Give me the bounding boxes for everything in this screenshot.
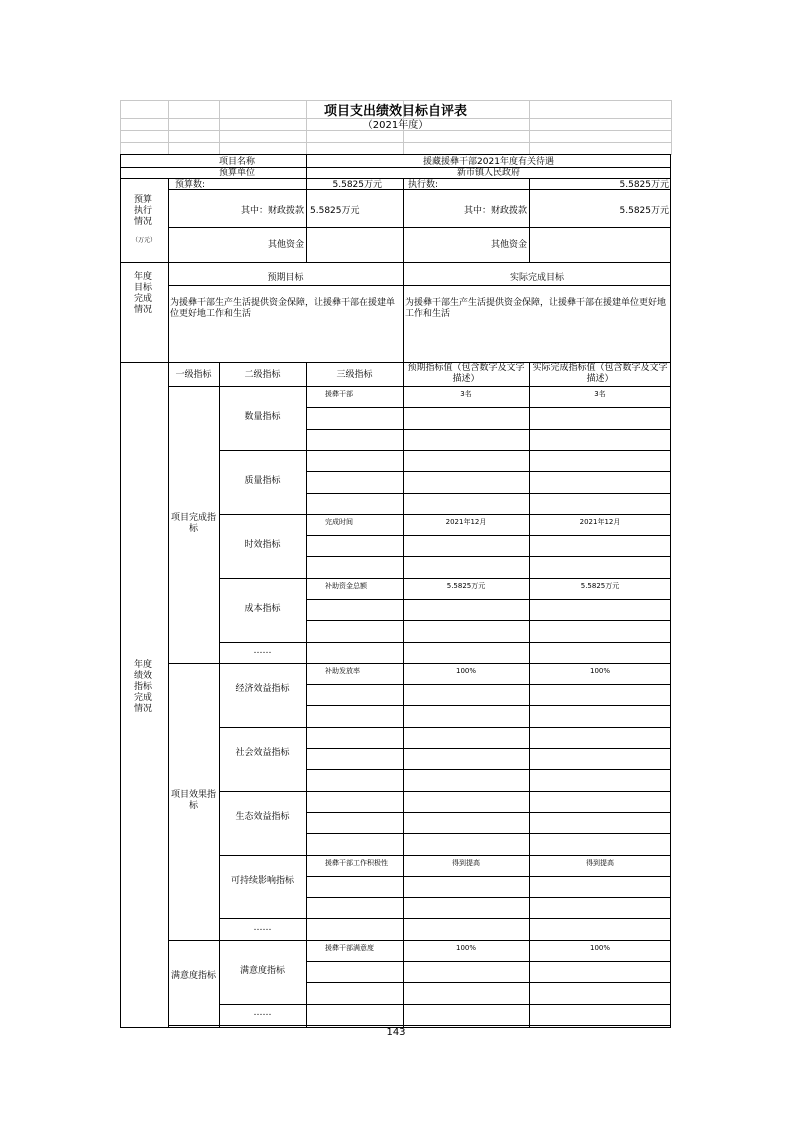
grid-line <box>306 897 671 898</box>
grid-line <box>219 450 671 451</box>
level2-indicator: 时效指标 <box>244 540 281 550</box>
actual-value: 100% <box>589 944 610 952</box>
grid-line <box>219 727 671 728</box>
expected-value: 2021年12月 <box>445 518 487 526</box>
header-level3: 三级指标 <box>336 370 373 380</box>
level2-indicator: 数量指标 <box>244 412 281 422</box>
grid-line <box>120 142 671 143</box>
expected-value: 得到提高 <box>452 859 480 867</box>
actual-value: 100% <box>589 667 610 675</box>
grid-line <box>306 620 671 621</box>
grid-line <box>306 684 671 685</box>
header-level2: 二级指标 <box>244 370 281 380</box>
level1-indicator: 项目效果指标 <box>170 790 216 811</box>
expected-value: 100% <box>455 944 476 952</box>
header-expected: 预期指标值（包含数字及文字描述） <box>407 363 525 384</box>
header-level1: 一级指标 <box>175 370 212 380</box>
exec-amount-value: 5.5825万元 <box>619 180 669 190</box>
project-name-label: 项目名称 <box>218 157 255 167</box>
expected-goal-header: 预期目标 <box>267 273 304 283</box>
grid-line <box>306 705 671 706</box>
level3-indicator: 援彝干部工作积极性 <box>325 859 388 867</box>
fiscal-budget-label: 其中：财政拨款 <box>240 206 304 216</box>
grid-line <box>306 362 307 1027</box>
actual-value: 得到提高 <box>586 859 614 867</box>
grid-line <box>306 748 671 749</box>
grid-line <box>403 362 404 1027</box>
grid-line <box>168 227 671 228</box>
grid-line <box>219 642 671 643</box>
grid-line <box>306 876 671 877</box>
page-subtitle: （2021年度） <box>362 120 429 131</box>
actual-goal-header: 实际完成目标 <box>509 273 564 283</box>
grid-line <box>306 833 671 834</box>
grid-line <box>529 362 530 1027</box>
grid-line <box>168 663 671 664</box>
grid-line <box>306 769 671 770</box>
project-name-value: 援藏援彝干部2021年度有关待遇 <box>423 157 554 167</box>
level3-indicator: 援彝干部 <box>325 390 353 398</box>
budget-section-label: 预算执行情况 <box>133 195 152 227</box>
page-title: 项目支出绩效目标自评表 <box>323 104 467 119</box>
grid-line <box>306 407 671 408</box>
page-number: 143 <box>386 1027 406 1038</box>
level2-indicator: …… <box>253 923 272 933</box>
grid-line <box>219 514 671 515</box>
actual-value: 3名 <box>594 390 606 398</box>
expected-value: 5.5825万元 <box>446 582 486 590</box>
grid-line <box>219 918 671 919</box>
grid-line <box>306 812 671 813</box>
level3-indicator: 完成时间 <box>325 518 353 526</box>
level2-indicator: 经济效益指标 <box>235 684 290 694</box>
expected-goal-text: 为援彝干部生产生活提供资金保障，让援彝干部在援建单位更好地工作和生活 <box>170 298 396 319</box>
grid-line <box>306 599 671 600</box>
expected-value: 100% <box>455 667 476 675</box>
indicator-section-label: 年度绩效指标完成情况 <box>133 660 152 714</box>
grid-line <box>120 262 671 263</box>
grid-line <box>219 1004 671 1005</box>
evaluation-form <box>120 100 671 1028</box>
grid-line <box>306 493 671 494</box>
grid-line <box>219 855 671 856</box>
grid-line <box>168 386 671 387</box>
grid-line <box>120 100 671 101</box>
grid-line <box>219 791 671 792</box>
level2-indicator: 可持续影响指标 <box>230 876 294 886</box>
level3-indicator: 补助发放率 <box>325 667 360 675</box>
grid-line <box>306 429 671 430</box>
grid-line <box>168 178 169 1027</box>
level3-indicator: 补助资金总额 <box>325 582 367 590</box>
level2-indicator: 质量指标 <box>244 476 281 486</box>
grid-line <box>219 578 671 579</box>
budget-amount-value: 5.5825万元 <box>332 180 382 190</box>
level2-indicator: 社会效益指标 <box>235 748 290 758</box>
budget-amount-label: 预算数: <box>175 180 206 190</box>
grid-line <box>120 154 671 155</box>
exec-amount-label: 执行数: <box>408 180 439 190</box>
header-actual: 实际完成指标值（包含数字及文字描述） <box>532 363 668 384</box>
grid-line <box>219 362 220 1027</box>
grid-line <box>120 154 121 1027</box>
level1-indicator: 项目完成指标 <box>170 513 216 534</box>
grid-line <box>306 982 671 983</box>
actual-value: 2021年12月 <box>579 518 621 526</box>
actual-goal-text: 为援彝干部生产生活提供资金保障，让援彝干部在援建单位更好地工作和生活 <box>405 298 667 319</box>
grid-line <box>306 961 671 962</box>
expected-value: 3名 <box>460 390 472 398</box>
actual-value: 5.5825万元 <box>580 582 620 590</box>
goal-section-label: 年度目标完成情况 <box>133 272 152 315</box>
level1-indicator: 满意度指标 <box>170 971 216 981</box>
level2-indicator: …… <box>253 646 272 656</box>
other-exec-label: 其他资金 <box>490 240 527 250</box>
budget-unit-label: 预算单位 <box>218 168 255 178</box>
level2-indicator: …… <box>253 1008 272 1018</box>
grid-line <box>168 940 671 941</box>
grid-line <box>168 285 671 286</box>
grid-line <box>671 100 672 155</box>
other-budget-label: 其他资金 <box>267 240 304 250</box>
level2-indicator: 成本指标 <box>244 604 281 614</box>
fiscal-budget-value: 5.5825万元 <box>310 206 360 216</box>
fiscal-exec-label: 其中：财政拨款 <box>463 206 527 216</box>
grid-line <box>306 535 671 536</box>
grid-line <box>168 1025 671 1026</box>
budget-unit-value: 新市镇人民政府 <box>456 168 520 178</box>
grid-line <box>306 471 671 472</box>
budget-unit-note: （万元） <box>131 237 156 244</box>
fiscal-exec-value: 5.5825万元 <box>619 206 669 216</box>
grid-line <box>306 556 671 557</box>
level2-indicator: 生态效益指标 <box>235 812 290 822</box>
level2-indicator: 满意度指标 <box>239 966 285 976</box>
level3-indicator: 援彝干部满意度 <box>325 944 374 952</box>
